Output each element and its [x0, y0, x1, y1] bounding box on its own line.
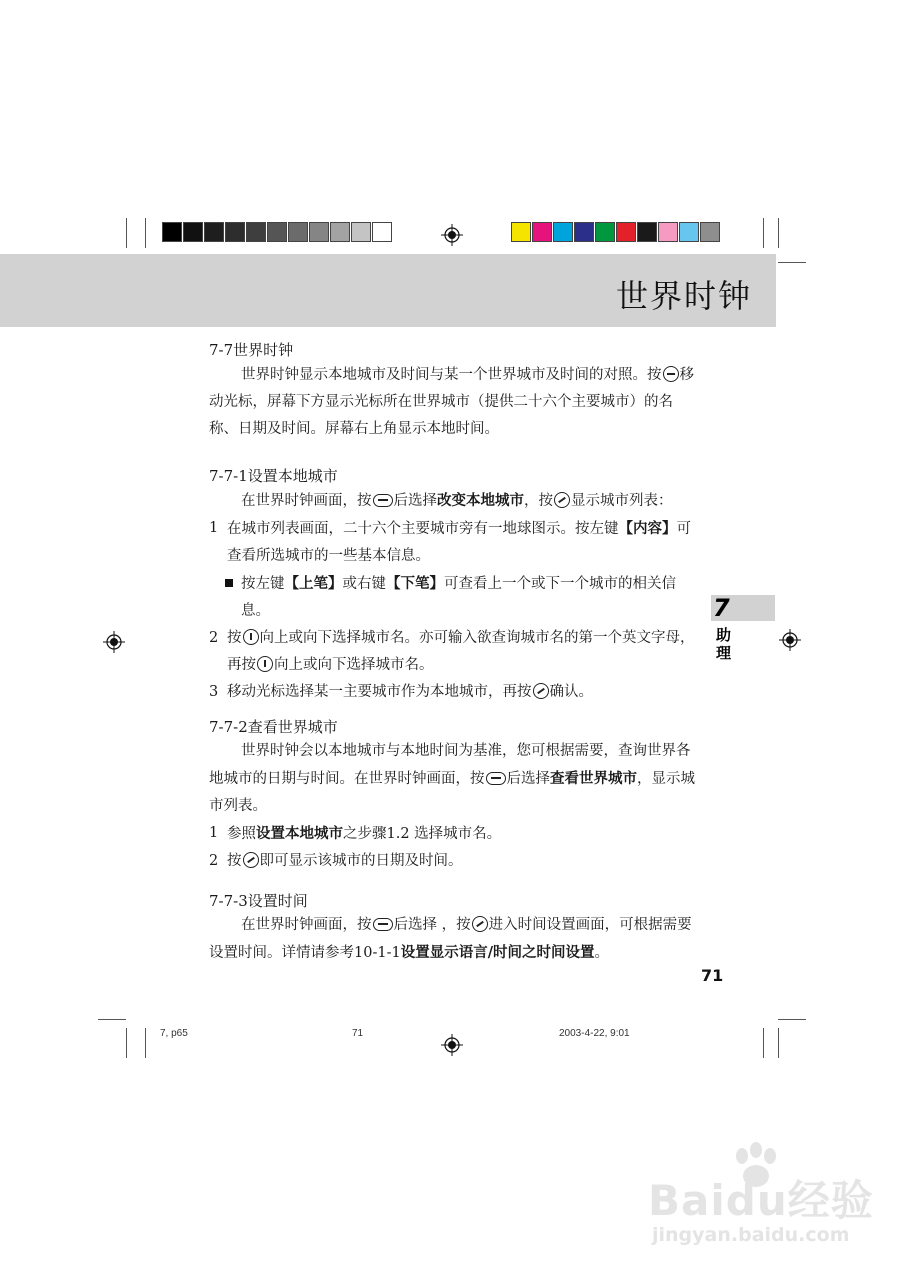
- ok-key-icon: [554, 492, 570, 508]
- list-item: [209, 848, 699, 875]
- list-text: 向上或向下选择城市名。: [274, 657, 434, 673]
- list-item: [209, 820, 699, 848]
- paragraph-text: 后选择: [506, 771, 550, 787]
- section-heading: 7-7-2查看世界城市: [209, 718, 338, 736]
- section-body: [209, 738, 699, 875]
- list-text: 或右键: [342, 576, 386, 592]
- grayscale-swatch: [372, 222, 392, 242]
- list-text: 向上或向下选择城市名。亦可输入欲查询城市名的第一个英文字母，再按: [227, 630, 695, 673]
- paragraph-text: 进入时间设置画面，可根据需要设置时间。详情请参考10-1-1: [209, 917, 692, 961]
- color-swatch: [511, 222, 531, 242]
- up-down-nav-key-icon: [257, 656, 273, 672]
- ok-key-icon: [533, 683, 549, 699]
- bullet-item: [209, 570, 699, 625]
- grayscale-swatch: [162, 222, 182, 242]
- paragraph-text: 后选择: [393, 493, 437, 509]
- baidu-watermark: [648, 1160, 888, 1270]
- menu-option-name: 设置本地城市: [256, 825, 343, 842]
- grayscale-swatch: [246, 222, 266, 242]
- paragraph-text: 移动光标，屏幕下方显示光标所在世界城市（提供二十六个主要城市）的名称、日期及时间。屏幕右上角显示本地时间。: [209, 367, 694, 437]
- grayscale-swatch: [183, 222, 203, 242]
- menu-key-icon: [373, 494, 393, 507]
- color-swatch: [700, 222, 720, 242]
- registration-mark-icon: [441, 1034, 463, 1056]
- list-text: 移动光标选择某一主要城市作为本地城市，再按: [227, 684, 532, 700]
- paragraph-text: 世界时钟显示本地城市及时间与某一个世界城市及时间的对照。按: [241, 367, 662, 383]
- paragraph-text: ，按: [524, 493, 553, 509]
- list-text: 即可显示该城市的日期及时间。: [259, 853, 463, 869]
- paragraph-text: 在世界时钟画面，按: [241, 493, 372, 509]
- paragraph-text: 在世界时钟画面，按: [241, 917, 372, 933]
- list-text: 确认。: [549, 684, 593, 700]
- softkey-label: 【上笔】: [284, 575, 343, 592]
- grayscale-swatch: [204, 222, 224, 242]
- paragraph-text: 后选择 ，按: [393, 917, 471, 933]
- page-number: 71: [701, 966, 724, 985]
- chapter-title: 世界时钟: [615, 277, 752, 315]
- chapter-label-char: 理: [716, 644, 732, 662]
- section-body: [209, 912, 699, 967]
- grayscale-swatch: [288, 222, 308, 242]
- list-number: 3: [209, 684, 219, 700]
- list-item: [209, 625, 699, 679]
- ok-key-icon: [243, 852, 259, 868]
- grayscale-swatch: [309, 222, 329, 242]
- registration-mark-icon: [103, 631, 125, 653]
- left-right-key-icon: [663, 366, 679, 382]
- ok-key-icon: [472, 916, 488, 932]
- chapter-label-char: 助: [716, 626, 732, 644]
- list-item: [209, 679, 699, 706]
- color-swatch: [532, 222, 552, 242]
- color-swatch: [574, 222, 594, 242]
- list-text: 在城市列表画面，二十六个主要城市旁有一地球图示。按左键: [227, 521, 619, 537]
- paragraph-text: 。: [594, 945, 609, 961]
- list-number: 2: [209, 630, 219, 646]
- footer-datetime: 2003-4-22, 9:01: [559, 1028, 630, 1039]
- grayscale-swatch: [267, 222, 287, 242]
- chapter-number: 7: [713, 594, 730, 622]
- section-heading: 7-7世界时钟: [209, 341, 294, 359]
- watermark-logo: Baidu经验: [648, 1176, 874, 1225]
- color-swatch: [637, 222, 657, 242]
- section-heading: 7-7-1设置本地城市: [209, 467, 338, 485]
- list-item: [209, 515, 699, 570]
- paragraph-text: 显示城市列表：: [571, 493, 673, 509]
- list-text: 按: [227, 853, 242, 869]
- cross-reference: 设置显示语言/时间之时间设置: [400, 944, 595, 961]
- grayscale-swatch: [351, 222, 371, 242]
- chapter-header-band: [0, 254, 776, 327]
- section-body: [209, 487, 699, 706]
- watermark-url: jingyan.baidu.com: [652, 1224, 850, 1246]
- registration-mark-icon: [779, 629, 801, 651]
- menu-key-icon: [486, 772, 506, 785]
- list-number: 2: [209, 853, 219, 869]
- list-text: 可查看所选城市的一些基本信息。: [227, 521, 691, 564]
- list-text: 参照: [227, 826, 256, 842]
- menu-key-icon: [373, 918, 393, 931]
- color-swatch: [616, 222, 636, 242]
- section-paragraph: [209, 362, 699, 443]
- footer-file-name: 7, p65: [160, 1028, 188, 1039]
- grayscale-swatch: [225, 222, 245, 242]
- softkey-label: 【内容】: [618, 520, 677, 537]
- color-swatch: [658, 222, 678, 242]
- menu-option-name: 改变本地城市: [437, 492, 524, 509]
- list-text: 按: [227, 630, 242, 646]
- square-bullet-icon: [225, 579, 233, 587]
- list-number: 1: [209, 520, 219, 536]
- footer-page: 71: [352, 1028, 364, 1039]
- menu-option-name: 查看世界城市: [550, 770, 637, 787]
- color-swatch: [595, 222, 615, 242]
- softkey-label: 【下笔】: [386, 575, 444, 592]
- paragraph-text: ，显示城市列表。: [209, 771, 695, 814]
- color-swatch: [553, 222, 573, 242]
- color-swatch: [679, 222, 699, 242]
- grayscale-swatch: [330, 222, 350, 242]
- list-number: 1: [209, 825, 219, 841]
- registration-mark-icon: [441, 224, 463, 246]
- list-text: 按左键: [241, 576, 285, 592]
- up-down-nav-key-icon: [243, 629, 259, 645]
- list-text: 之步骤1.2 选择城市名。: [343, 826, 502, 842]
- list-text: 可查看上一个或下一个城市的相关信息。: [241, 576, 676, 619]
- section-heading: 7-7-3设置时间: [209, 892, 308, 910]
- paragraph-text: 世界时钟会以本地城市与本地时间为基准，您可根据需要，查询世界各地城市的日期与时间。在世界时钟画面，按: [209, 743, 691, 787]
